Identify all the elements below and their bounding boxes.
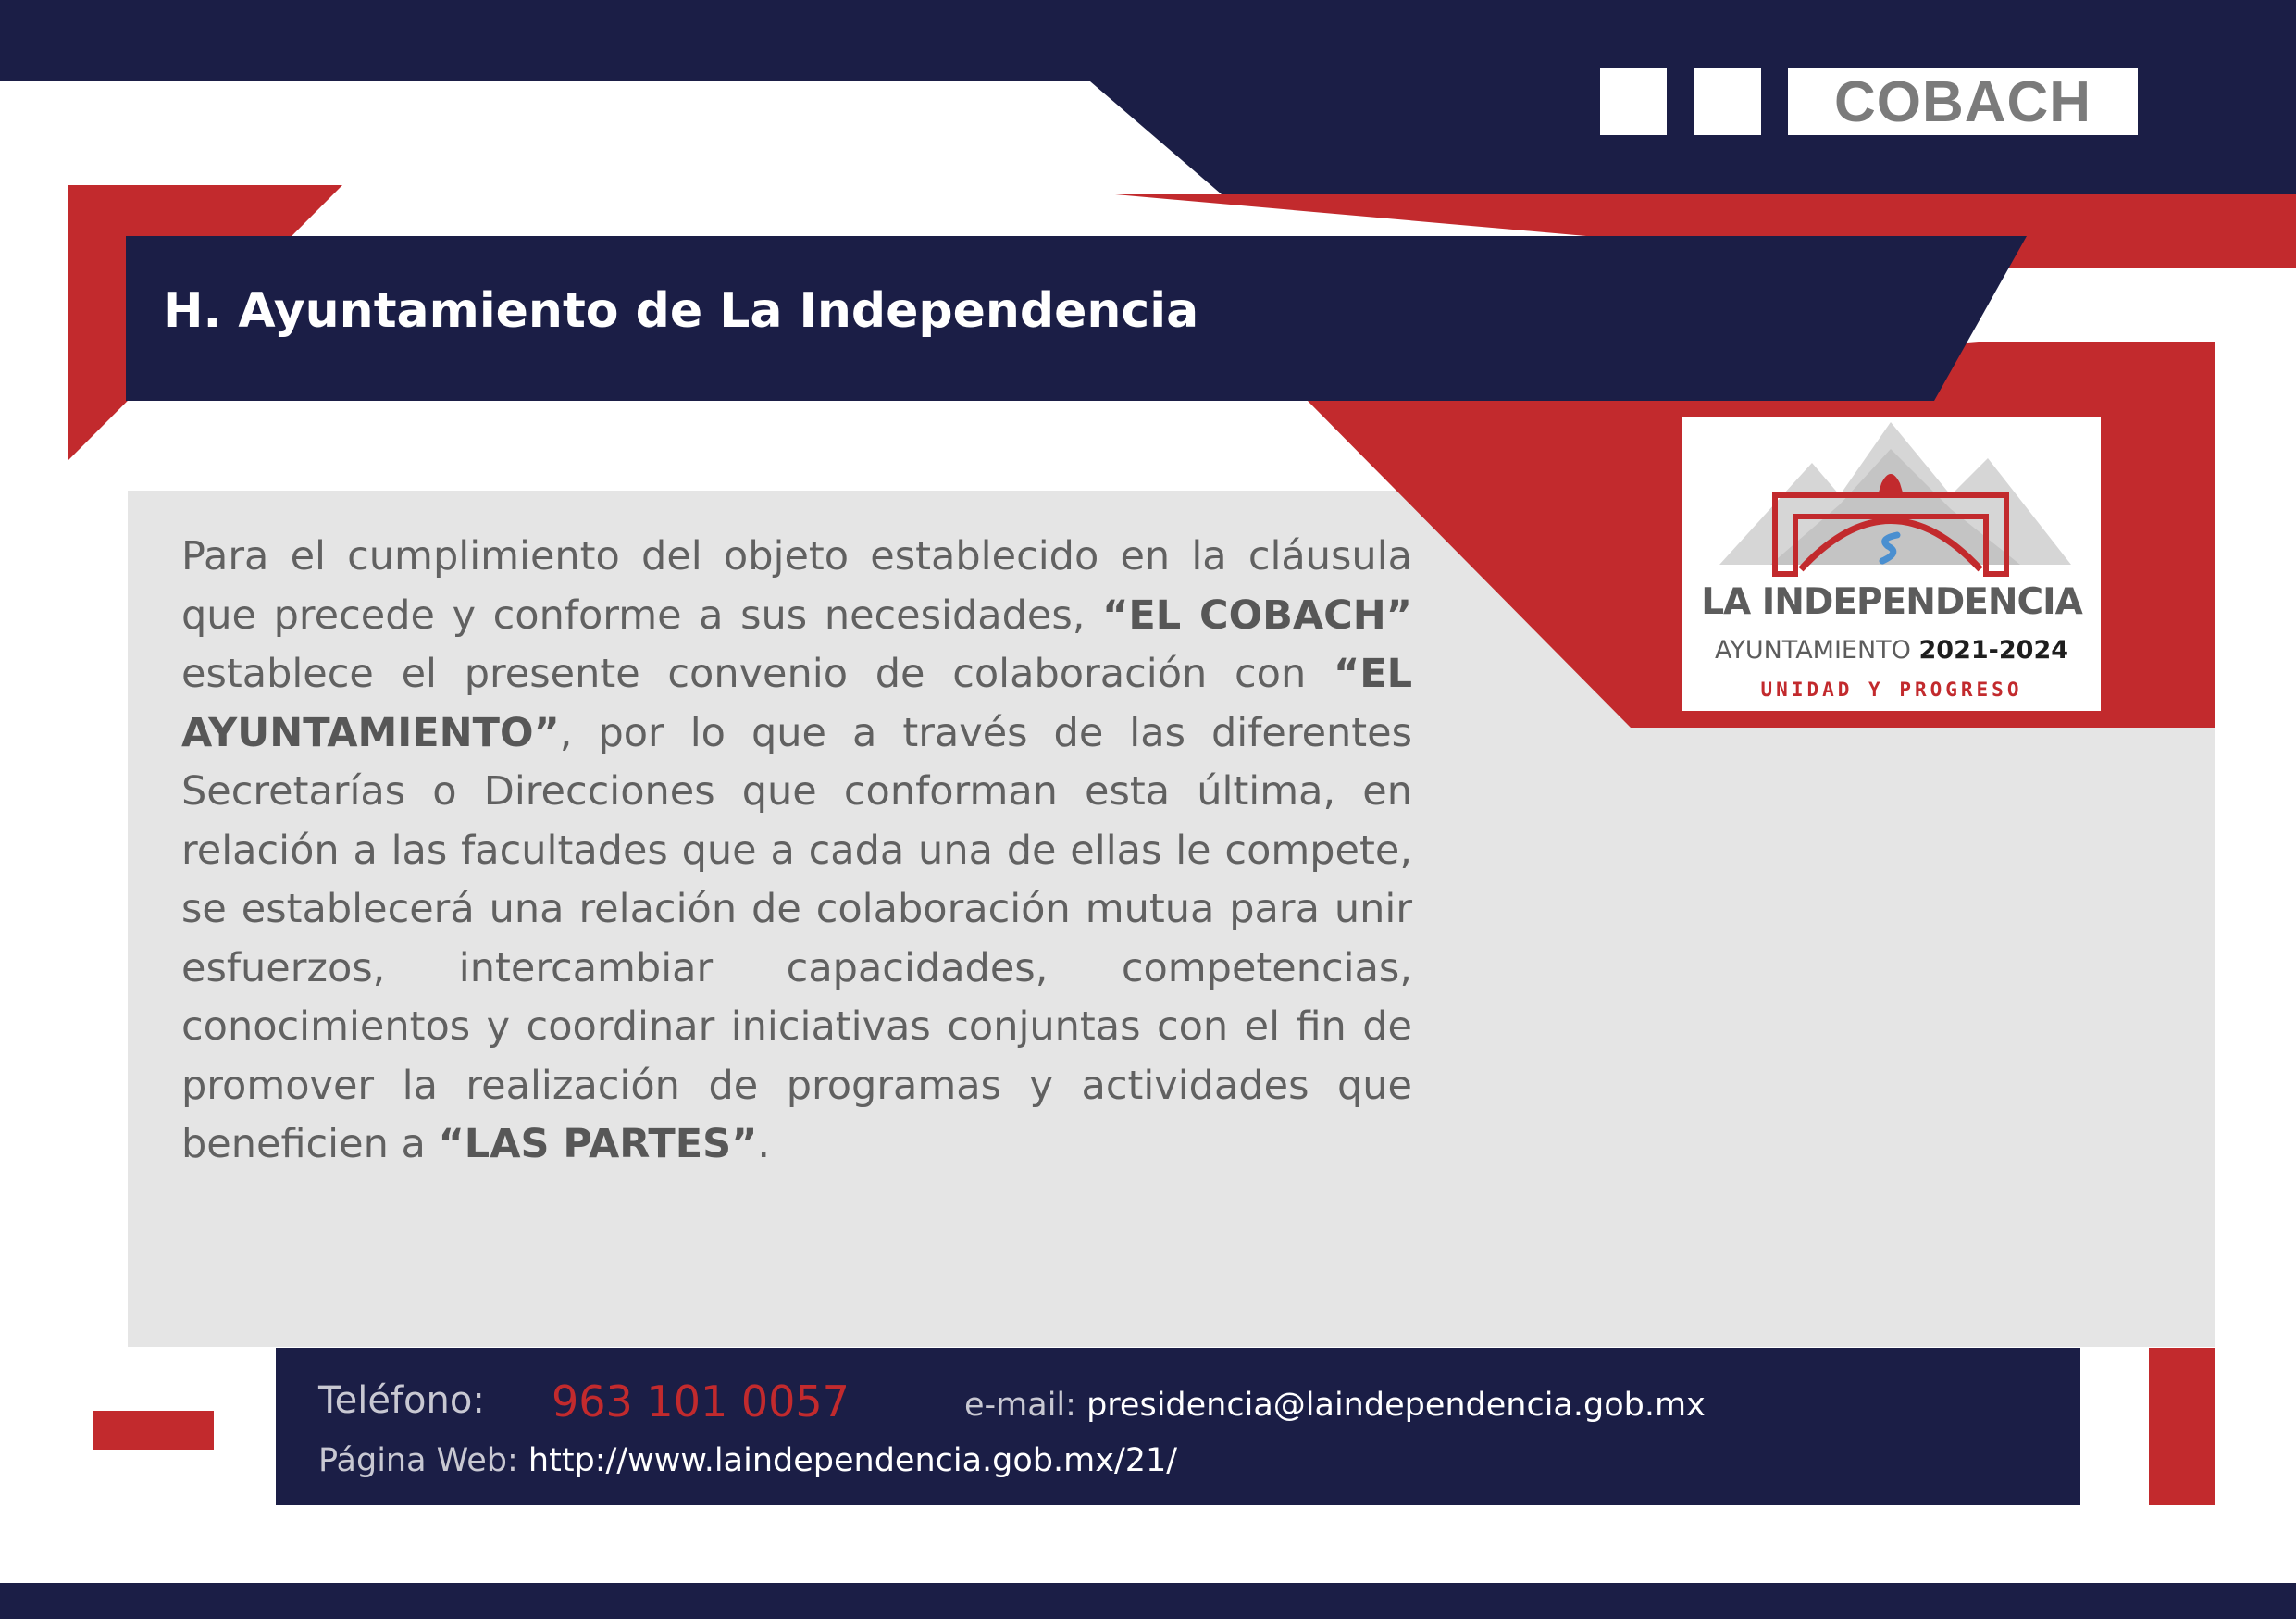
body-text-run: establece el presente convenio de colaboración con: [181, 651, 1334, 697]
phone-value-row: [552, 1376, 850, 1426]
phone-row: [318, 1379, 485, 1422]
brand-square-1: [1600, 68, 1667, 135]
body-emphasis: “EL COBACH”: [1102, 592, 1412, 639]
web-row: [318, 1442, 1177, 1479]
cobach-logo-text: COBACH: [1833, 69, 2092, 134]
email-row: [964, 1387, 1706, 1424]
logo-name: LA INDEPENDENCIA: [1701, 581, 2082, 623]
body-paragraph: [181, 528, 1412, 1175]
body-emphasis: “LAS PARTES”: [438, 1121, 758, 1167]
body-text-run: Para el cumplimiento del objeto establecido en la cláusula que precede y conforme a sus necesidades,: [181, 533, 1412, 639]
body-text-run: , por lo que a través de las diferentes Secretarías o Direcciones que conforman esta última, en relación a las facultades que a cada una de ellas le compete, se establecerá una relación de colaboración mutua para unir esfuerzos, intercambiar capacidades, competencias, conocimientos y coordinar iniciativas conjuntas con el fin de promover la realización de programas y actividades que beneficien a: [181, 709, 1412, 1167]
email-link[interactable]: presidencia@laindependencia.gob.mx: [1086, 1387, 1706, 1424]
web-label: Página Web:: [318, 1442, 518, 1479]
logo-subtitle: [1682, 636, 2101, 665]
web-link[interactable]: http://www.laindependencia.gob.mx/21/: [527, 1442, 1178, 1479]
arch-emblem-icon: [1682, 417, 2101, 711]
bottom-navy-band: [0, 1583, 2296, 1619]
logo-years: 2021-2024: [1918, 636, 2069, 665]
cobach-logo: [1788, 68, 2138, 135]
page-title: H. Ayuntamiento de La Independencia: [163, 283, 1199, 339]
brand-square-2: [1694, 68, 1761, 135]
municipality-logo: [1682, 417, 2101, 711]
email-label: e-mail:: [964, 1387, 1076, 1424]
logo-subtitle-text: AYUNTAMIENTO: [1714, 636, 1911, 665]
phone-number[interactable]: 963 101 0057: [552, 1376, 850, 1426]
body-text-run: .: [757, 1121, 771, 1167]
left-red-dash: [93, 1411, 214, 1450]
body-emphasis: “EL AYUNTAMIENTO”: [181, 651, 1412, 756]
right-red-bar: [2149, 1348, 2215, 1505]
phone-label: Teléfono:: [318, 1379, 485, 1422]
contact-footer: [276, 1348, 2080, 1505]
logo-motto: UNIDAD Y PROGRESO: [1760, 679, 2023, 701]
